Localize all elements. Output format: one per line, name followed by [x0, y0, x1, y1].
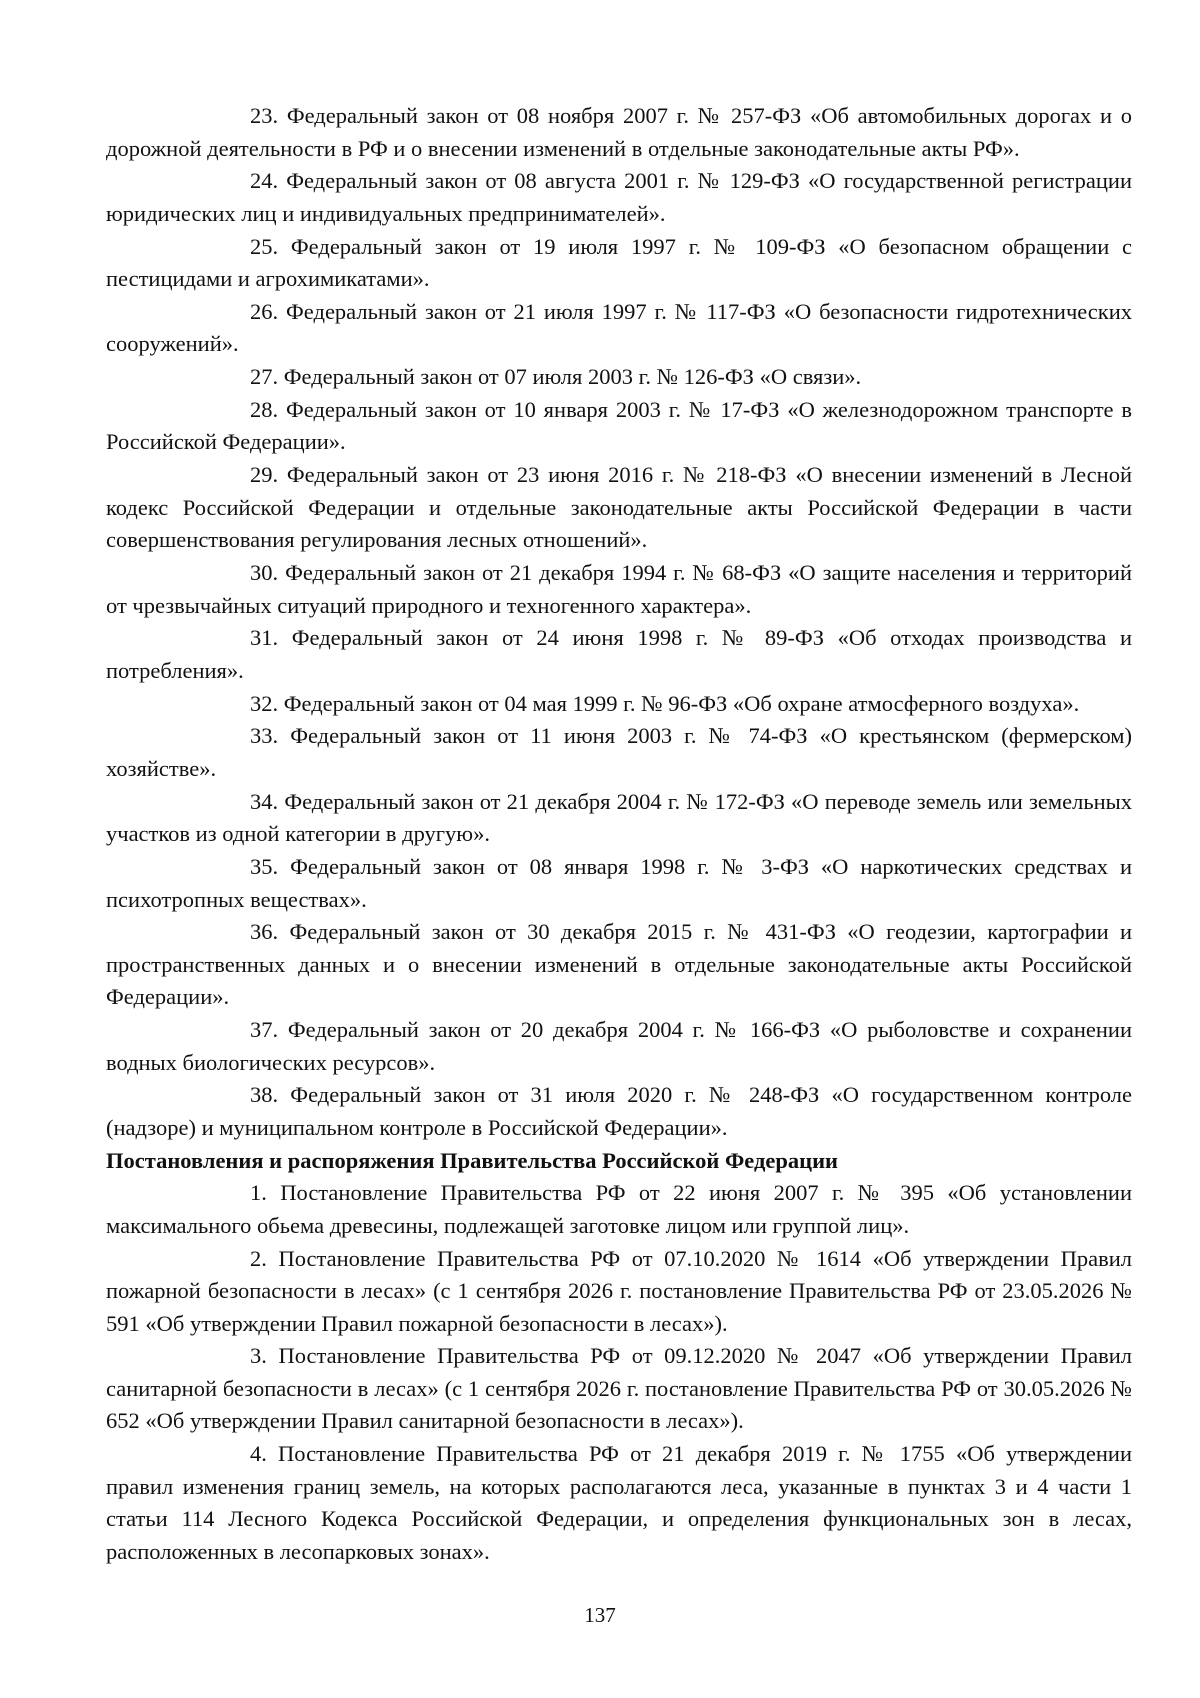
item-number: 29. — [250, 462, 279, 488]
item-number: 27. — [250, 364, 279, 390]
item-text: Федеральный закон от 08 января 1998 г. № 3-ФЗ «О наркотических средствах и психотропных веществах». — [106, 854, 1132, 912]
list-item-law-30 — [106, 557, 1132, 622]
list-item-law-35 — [106, 851, 1132, 916]
list-item-resolution-1 — [106, 1177, 1132, 1242]
list-item-law-34 — [106, 786, 1132, 851]
item-text: Федеральный закон от 10 января 2003 г. № 17-ФЗ «О железнодорожном транспорте в Российской Федерации». — [106, 396, 1132, 455]
list-item-law-37 — [106, 1014, 1132, 1079]
item-text: Федеральный закон от 21 декабря 1994 г. № 68-ФЗ «О защите населения и территорий от чрезвычайных ситуаций природного и техногенного характера». — [106, 560, 1133, 618]
item-text: Федеральный закон от 21 декабря 2004 г. № 172-ФЗ «О переводе земель или земельных участков из одной категории в другую». — [106, 788, 1133, 847]
item-number: 23. — [250, 103, 279, 128]
item-text: Федеральный закон от 23 июня 2016 г. № 218-ФЗ «О внесении изменений в Лесной кодекс Российской Федерации и отдельные законодательные акты Российской Федерации в части совершенствования регулирования лесных отношений». — [106, 462, 1132, 553]
list-item-law-23 — [106, 100, 1132, 165]
item-text: Федеральный закон от 21 июля 1997 г. № 117-ФЗ «О безопасности гидротехнических сооружений». — [106, 298, 1133, 357]
item-number: 33. — [250, 723, 279, 749]
item-text: Постановление Правительства РФ от 07.10.2020 № 1614 «Об утверждении Правил пожарной безопасности в лесах» (с 1 сентября 2026 г. постановление Правительства РФ от 23.05.2026 № 591 «Об утверждении Правил пожарной безопасности в лесах»). — [106, 1245, 1133, 1336]
government-resolutions-list — [106, 1177, 1132, 1568]
list-item-law-28 — [106, 394, 1132, 459]
item-number: 25. — [250, 233, 279, 259]
list-item-law-31 — [106, 622, 1132, 687]
item-number: 30. — [250, 560, 279, 586]
item-text: Федеральный закон от 30 декабря 2015 г. № 431-ФЗ «О геодезии, картографии и пространственных данных и о внесении изменений в отдельные законодательные акты Российской Федерации». — [106, 919, 1133, 1010]
list-item-law-27 — [106, 361, 1132, 394]
item-text: Федеральный закон от 20 декабря 2004 г. № 166-ФЗ «О рыболовстве и сохранении водных биологических ресурсов». — [106, 1017, 1132, 1075]
item-text: Федеральный закон от 11 июня 2003 г. № 74-ФЗ «О крестьянском (фермерском) хозяйстве». — [106, 723, 1133, 781]
item-number: 34. — [250, 788, 279, 814]
item-text: Федеральный закон от 08 августа 2001 г. № 129-ФЗ «О государственной регистрации юридических лиц и индивидуальных предпринимателей». — [106, 168, 1132, 226]
item-text: Федеральный закон от 07 июля 2003 г. № 126-ФЗ «О связи». — [283, 364, 862, 390]
document-page — [106, 100, 1132, 1568]
item-number: 36. — [250, 919, 279, 945]
item-number: 3. — [250, 1343, 267, 1369]
item-number: 28. — [250, 396, 279, 422]
item-number: 35. — [250, 854, 279, 880]
page-number: 137 — [584, 1603, 616, 1627]
item-text: Федеральный закон от 04 мая 1999 г. № 96-ФЗ «Об охране атмосферного воздуха». — [283, 690, 1080, 716]
item-number: 2. — [250, 1245, 267, 1271]
item-number: 31. — [250, 625, 279, 651]
list-item-law-33 — [106, 720, 1132, 785]
list-item-law-25 — [106, 231, 1132, 296]
item-text: Федеральный закон от 24 июня 1998 г. № 89-ФЗ «Об отходах производства и потребления». — [106, 625, 1133, 683]
list-item-law-38 — [106, 1079, 1132, 1144]
item-number: 4. — [250, 1441, 267, 1467]
item-text: Постановление Правительства РФ от 22 июня 2007 г. № 395 «Об установлении максимального обьема древесины, подлежащей заготовке лицом или группой лиц». — [106, 1180, 1132, 1238]
item-number: 26. — [250, 298, 279, 324]
item-number: 38. — [250, 1082, 279, 1108]
list-item-law-32 — [106, 688, 1132, 721]
item-number: 24. — [250, 168, 279, 194]
list-item-law-26 — [106, 296, 1132, 361]
list-item-resolution-3 — [106, 1340, 1132, 1438]
item-text: Федеральный закон от 31 июля 2020 г. № 248-ФЗ «О государственном контроле (надзоре) и муниципальном контроле в Российской Федерации». — [106, 1082, 1133, 1140]
item-text: Постановление Правительства РФ от 21 декабря 2019 г. № 1755 «Об утверждении правил изменения границ земель, на которых располагаются леса, указанные в пунктах 3 и 4 части 1 статьи 114 Лесного Кодекса Российской Федерации, и определения функциональных зон в лесах, расположенных в лесопарковых зонах». — [106, 1441, 1132, 1564]
list-item-resolution-2 — [106, 1243, 1132, 1341]
item-number: 37. — [250, 1017, 279, 1043]
item-number: 32. — [250, 690, 279, 716]
list-item-law-36 — [106, 916, 1132, 1014]
list-item-law-24 — [106, 165, 1132, 230]
item-number: 1. — [250, 1180, 267, 1206]
item-text: Федеральный закон от 08 ноября 2007 г. № 257-ФЗ «Об автомобильных дорогах и о дорожной деятельности в РФ и о внесении изменений в отдельные законодательные акты РФ». — [106, 103, 1133, 161]
list-item-law-29 — [106, 459, 1132, 557]
item-text: Постановление Правительства РФ от 09.12.2020 № 2047 «Об утверждении Правил санитарной безопасности в лесах» (с 1 сентября 2026 г. постановление Правительства РФ от 30.05.2026 № 652 «Об утверждении Правил санитарной безопасности в лесах»). — [106, 1343, 1133, 1434]
federal-laws-list — [106, 100, 1132, 1144]
item-text: Федеральный закон от 19 июля 1997 г. № 109-ФЗ «О безопасном обращении с пестицидами и агрохимикатами». — [106, 233, 1133, 292]
list-item-resolution-4 — [106, 1438, 1132, 1568]
section-heading: Постановления и распоряжения Правительства Российской Федерации — [106, 1147, 838, 1173]
